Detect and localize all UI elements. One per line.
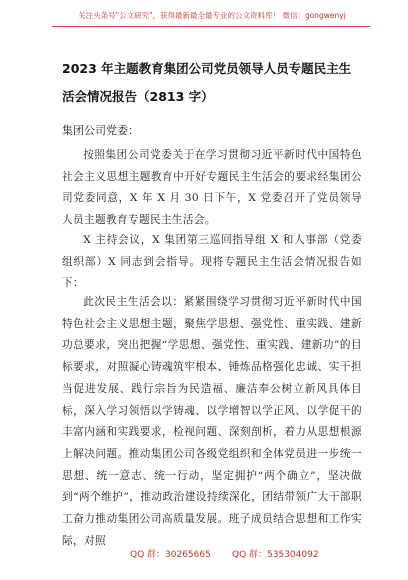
header-divider [52,26,370,27]
footer-qq-group-2: QQ 群：535304092 [232,550,319,560]
document-title: 2023 年主题教育集团公司党员领导人员专题民主生活会情况报告（2813 字） [62,61,352,104]
salutation: 集团公司党委： [62,124,139,137]
body-paragraph-1: 按照集团公司党委关于在学习贯彻习近平新时代中国特色社会主义思想主题教育中开好专题民主生活会的要求经集团公司党委同意，X 年 X 月 30 日下午，X 党委召开了党员领导人员主题教育专题民主生活会。 [62,149,362,227]
body-paragraph-3: 此次民主生活会以：紧紧围绕学习贯彻习近平新时代中国特色社会主义思想主题，聚焦学思想、强党性、重实践、建新功总要求，突出把握“学思想、强党性、重实践、建新功”的目标要求，对照凝心铸魂筑牢根本、锤炼品格强化忠诚、实干担当促进发展、践行宗旨为民造福、廉洁奉公树立新风具体目标，深入学习领悟以学铸魂、以学增智以学正风、以学促干的丰富内涵和实践要求，检视问题、深刻剖析，着力从思想根源上解决问题。推动集团公司各级党组织和全体党员进一步统一思想、统一意志、统一行动，坚定拥护“两个确立”，坚决做到“两个维护”，推动政治建设持续深化，团结带领广大干部职工奋力推动集团公司高质量发展。班子成员结合思想和工作实际，对照 [62,296,362,547]
footer-qq-group-1: QQ 群：30265665 [130,550,211,560]
body-paragraph-2: X 主持会议，X 集团第三巡回指导组 X 和人事部（党委组织部）X 同志到会指导。现将专题民主生活会情况报告如下： [62,234,362,290]
header-promo-text: 关注头条号"公文研究"，获得最新最全最专业的公文资料库！ 微信：gongwenyj [78,11,346,20]
